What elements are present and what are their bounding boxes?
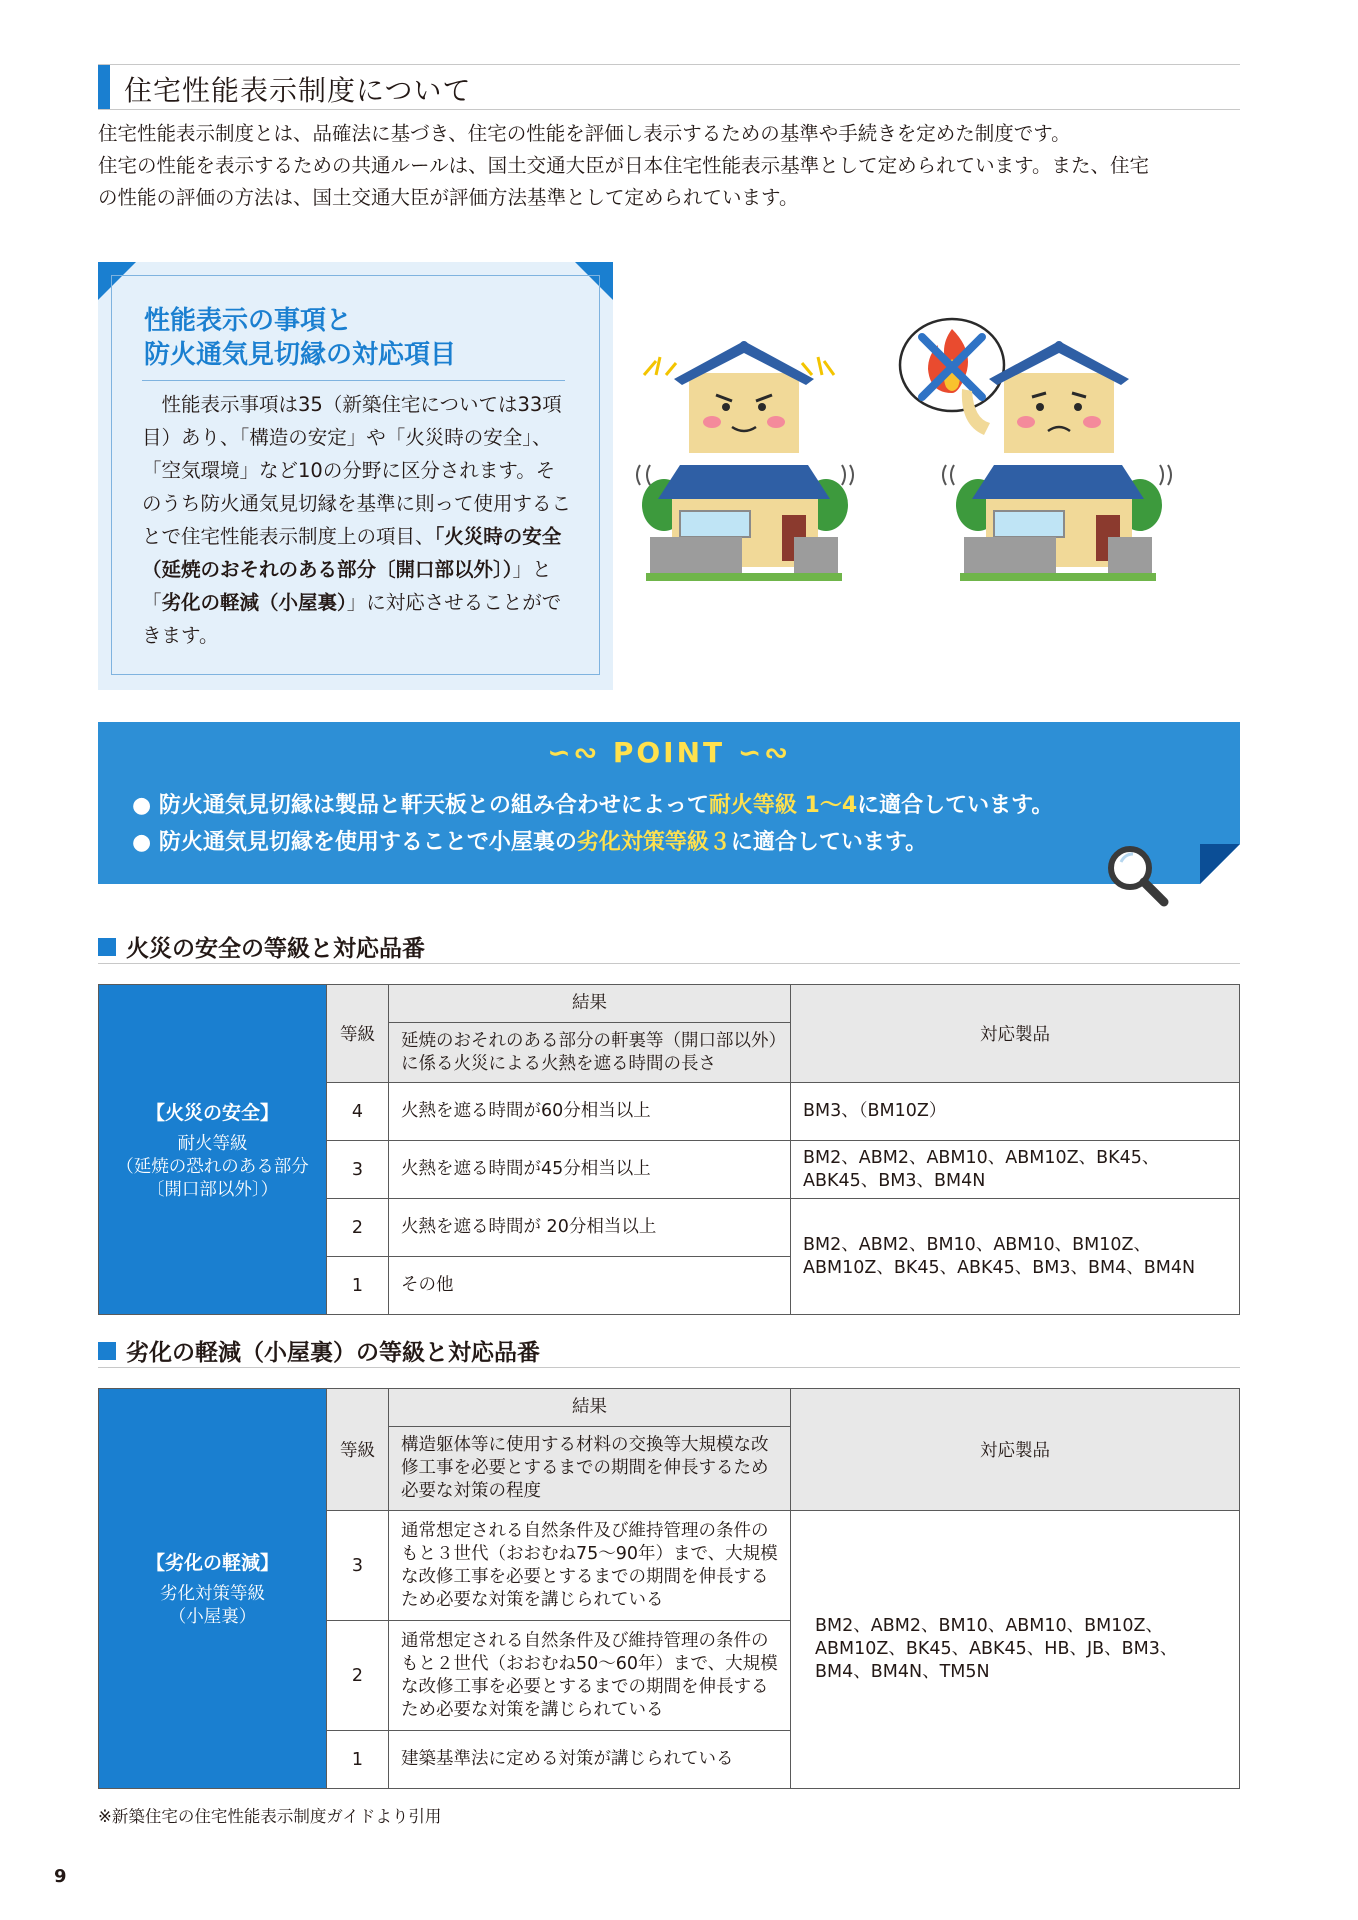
fire-side-title: 【火災の安全】 — [145, 1101, 279, 1124]
grade-column-header: 等級 — [327, 1389, 389, 1511]
result-subheader: 構造躯体等に使用する材料の交換等大規模な改修工事を必要とするまでの期間を伸長するため必要な対策の程度 — [389, 1427, 791, 1511]
point-title — [98, 736, 1240, 769]
point-line-2 — [132, 825, 927, 856]
swirl-left-icon: ∽∾ — [547, 736, 613, 769]
result-cell: 通常想定される自然条件及び維持管理の条件のもと３世代（おおむね75～90年）まで、大規模な改修工事を必要とするまでの期間を伸長するため必要な対策を講じられている — [389, 1511, 791, 1621]
info-box-title-line-2: 防火通気見切縁の対応項目 — [144, 340, 457, 370]
table-row — [99, 1389, 1240, 1427]
deterioration-grade-table — [98, 1388, 1240, 1789]
grade-cell: 3 — [327, 1141, 389, 1199]
deterioration-side-body-2: （小屋裏） — [168, 1607, 257, 1627]
grade-cell: 1 — [327, 1257, 389, 1315]
point-title-text: POINT — [612, 736, 726, 769]
title-accent-bar — [98, 65, 110, 109]
info-box-divider — [142, 380, 565, 381]
info-box-body — [142, 388, 572, 652]
swirl-right-icon: ∽∾ — [725, 736, 791, 769]
deterioration-side-body-1: 劣化対策等級 — [160, 1584, 265, 1604]
products-column-header: 対応製品 — [791, 1389, 1240, 1511]
point-line-1-pre: 防火通気見切縁は製品と軒天板との組み合わせによって — [158, 793, 709, 818]
fire-side-body — [111, 1133, 314, 1202]
info-body-text-3: 」に対応させることができます。 — [142, 591, 562, 647]
products-cell: BM2、ABM2、BM10、ABM10、BM10Z、ABM10Z、BK45、ABK45、BM3、BM4、BM4N — [791, 1199, 1240, 1315]
intro-paragraph — [98, 118, 1243, 214]
grade-cell: 2 — [327, 1199, 389, 1257]
point-line-2-highlight: 劣化対策等級３ — [576, 830, 731, 855]
deterioration-section-title: 劣化の軽減（小屋裏）の等級と対応品番 — [126, 1340, 540, 1366]
table-row — [99, 985, 1240, 1023]
result-cell: 火熱を遮る時間が60分相当以上 — [389, 1083, 791, 1141]
fire-side-body-1: 耐火等級 — [177, 1133, 248, 1154]
info-body-bold-1: 「火災時の安全（延焼のおそれのある部分〔開口部以外〕） — [142, 525, 562, 581]
house-illustration — [636, 315, 1246, 605]
grade-column-header: 等級 — [327, 985, 389, 1083]
heading-square-icon — [98, 938, 116, 956]
result-subheader: 延焼のおそれのある部分の軒裏等（開口部以外）に係る火災による火熱を遮る時間の長さ — [389, 1023, 791, 1083]
fire-section-title: 火災の安全の等級と対応品番 — [126, 936, 425, 962]
fire-section-heading — [98, 930, 1240, 964]
result-cell: その他 — [389, 1257, 791, 1315]
intro-line-1: 住宅性能表示制度とは、品確法に基づき、住宅の性能を評価し表示するための基準や手続きを定めた制度です。 — [98, 122, 1071, 145]
intro-line-2: 住宅の性能を表示するための共通ルールは、国土交通大臣が日本住宅性能表示基準として定められています。また、住宅 — [98, 154, 1150, 177]
deterioration-side-label — [99, 1389, 327, 1789]
page-title-bar — [98, 64, 1240, 110]
point-line-1-post: に適合しています。 — [857, 793, 1054, 818]
angry-house-icon — [637, 341, 853, 581]
deterioration-side-title: 【劣化の軽減】 — [145, 1552, 279, 1574]
info-box — [98, 262, 613, 690]
products-column-header: 対応製品 — [791, 985, 1240, 1083]
bullet-icon: ● — [132, 793, 159, 818]
page-number: 9 — [54, 1866, 67, 1887]
page-title: 住宅性能表示制度について — [124, 74, 472, 107]
point-line-2-post: に適合しています。 — [730, 830, 928, 855]
no-fire-icon — [900, 319, 1004, 411]
info-body-bold-2: 劣化の軽減（小屋裏） — [161, 591, 347, 614]
products-cell: BM3、（BM10Z） — [791, 1083, 1240, 1141]
info-box-title — [144, 304, 564, 372]
source-footnote: ※新築住宅の住宅性能表示制度ガイドより引用 — [98, 1807, 442, 1826]
intro-line-3: の性能の評価の方法は、国土交通大臣が評価方法基準として定められています。 — [98, 186, 799, 209]
bullet-icon: ● — [132, 830, 159, 855]
magnifier-icon — [1104, 842, 1174, 912]
deterioration-side-body — [111, 1583, 314, 1629]
deterioration-section-heading — [98, 1334, 1240, 1368]
heading-square-icon — [98, 1342, 116, 1360]
page-fold-flap — [1200, 844, 1240, 884]
grade-cell: 3 — [327, 1511, 389, 1621]
result-column-header: 結果 — [389, 985, 791, 1023]
result-cell: 建築基準法に定める対策が講じられている — [389, 1731, 791, 1789]
point-line-2-pre: 防火通気見切縁を使用することで小屋裏の — [158, 830, 577, 855]
point-box — [98, 722, 1240, 884]
fire-side-body-2: （延焼の恐れのある部分 — [116, 1156, 309, 1177]
fire-side-label — [99, 985, 327, 1315]
grade-cell: 4 — [327, 1083, 389, 1141]
fire-side-body-3: 〔開口部以外〕） — [146, 1179, 279, 1200]
grade-cell: 2 — [327, 1621, 389, 1731]
products-cell: BM2、ABM2、BM10、ABM10、BM10Z、ABM10Z、BK45、ABK45、HB、JB、BM3、BM4、BM4N、TM5N — [791, 1511, 1240, 1789]
point-line-1 — [132, 788, 1053, 819]
result-cell: 火熱を遮る時間が45分相当以上 — [389, 1141, 791, 1199]
result-cell: 火熱を遮る時間が 20分相当以上 — [389, 1199, 791, 1257]
grade-cell: 1 — [327, 1731, 389, 1789]
info-body-text-2: 」と「 — [142, 558, 552, 614]
point-line-1-highlight: 耐火等級 1～4 — [708, 793, 858, 818]
info-body-text-1: 性能表示事項は35（新築住宅については33項目）あり、「構造の安定」や「火災時の安全」、「空気環境」など10の分野に区分されます。そのうち防火通気見切縁を基準に則って使用することで住宅性能表示制度上の項目、 — [142, 393, 572, 548]
result-column-header: 結果 — [389, 1389, 791, 1427]
fire-grade-table — [98, 984, 1240, 1315]
result-cell: 通常想定される自然条件及び維持管理の条件のもと２世代（おおむね50～60年）まで、大規模な改修工事を必要とするまでの期間を伸長するため必要な対策を講じられている — [389, 1621, 791, 1731]
info-box-title-line-1: 性能表示の事項と — [144, 306, 353, 336]
products-cell: BM2、ABM2、ABM10、ABM10Z、BK45、ABK45、BM3、BM4N — [791, 1141, 1240, 1199]
